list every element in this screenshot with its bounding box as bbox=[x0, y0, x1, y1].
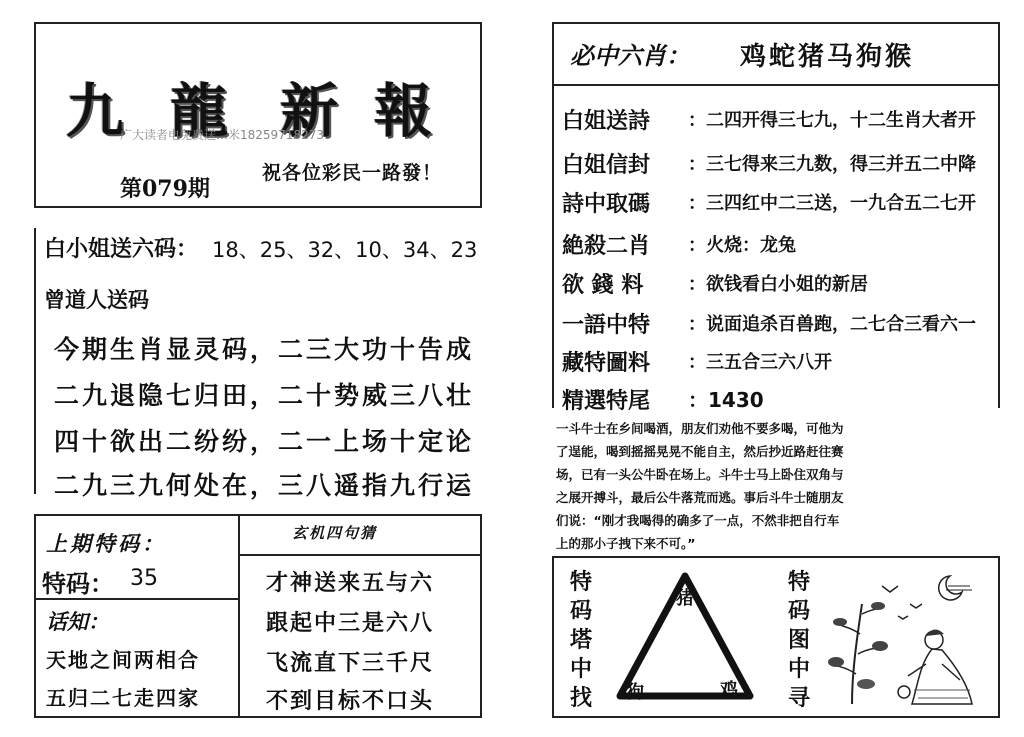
row-value-8: ：1430 bbox=[688, 388, 764, 412]
saying-line-1: 天地之间两相合 bbox=[46, 648, 200, 672]
row-value-4: ：火烧：龙兔 bbox=[688, 235, 796, 256]
row-label-6: 一語中特 bbox=[562, 313, 651, 338]
poem-line-3: 四十欲出二纷纷，二一上场十定论 bbox=[54, 427, 475, 456]
tower-left-2: 码 bbox=[569, 599, 592, 624]
six-zodiac-label: 必中六肖： bbox=[570, 42, 690, 70]
triangle-right: 鸡 bbox=[720, 680, 738, 701]
row-label-1: 白姐送詩 bbox=[562, 109, 651, 134]
saying-line-2: 五归二七走四家 bbox=[46, 686, 200, 710]
row-label-2: 白姐信封 bbox=[562, 153, 651, 178]
story-line-2: 了逞能，喝到摇摇晃晃不能自主，然后抄近路赶往赛 bbox=[556, 444, 844, 459]
story-line-1: 一斗牛士在乡间喝酒，朋友们劝他不要多喝，可他为 bbox=[556, 421, 844, 436]
prev-label: 上期特码： bbox=[46, 532, 166, 556]
title-char-3: 新 bbox=[280, 77, 339, 145]
poem-line-4: 二九三九何处在，三八遥指九行运 bbox=[54, 471, 475, 500]
row-value-7: ：三五合三六八开 bbox=[688, 352, 832, 373]
bottom-divider bbox=[238, 514, 240, 718]
tower-right-1: 特 bbox=[787, 570, 810, 595]
tower-left-3: 塔 bbox=[569, 628, 592, 653]
story-line-4: 之展开搏斗，最后公牛落荒而逃。事后斗牛士随朋友 bbox=[556, 490, 844, 505]
title-char-1: 九 bbox=[66, 77, 125, 145]
row-label-5: 欲 錢 料 bbox=[562, 273, 644, 298]
triangle-top: 猪 bbox=[676, 588, 694, 609]
watermark-text: 广大读者电免费送…米18259718273 bbox=[120, 128, 324, 142]
tower-left-1: 特 bbox=[569, 570, 592, 595]
white-lady-numbers: 18、25、32、10、34、23 bbox=[212, 238, 478, 262]
row-value-2: ：三七得来三九数，得三并五二中降 bbox=[688, 154, 976, 175]
row-value-1: ：二四开得三七九，十二生肖大者开 bbox=[688, 110, 976, 131]
left-frame-side bbox=[34, 228, 36, 494]
riddle-line-3: 飞流直下三千尺 bbox=[266, 651, 435, 676]
row-value-3: ：三四红中二三送，一九合五二七开 bbox=[688, 193, 976, 214]
story-line-3: 场，已有一头公牛卧在场上。斗牛士马上卧住双角与 bbox=[556, 467, 844, 482]
row-label-3: 詩中取碼 bbox=[562, 192, 651, 217]
right-frame-side-r bbox=[998, 86, 1000, 408]
right-frame-side bbox=[552, 86, 554, 408]
row-label-7: 藏特圖料 bbox=[562, 351, 651, 376]
riddle-title-rule bbox=[238, 554, 482, 556]
tower-left-5: 找 bbox=[569, 686, 592, 711]
title-char-2: 龍 bbox=[170, 77, 229, 145]
tower-right-3: 图 bbox=[787, 628, 810, 653]
tower-right-4: 中 bbox=[787, 657, 810, 682]
poem-line-2: 二九退隐七归田，二十势威三八壮 bbox=[54, 381, 475, 410]
story-line-6: 上的那小子拽下来不可。” bbox=[556, 536, 696, 551]
special-value: 35 bbox=[130, 566, 158, 591]
issue-number: 第079期 bbox=[120, 176, 210, 202]
riddle-line-2: 跟起中三是六八 bbox=[266, 611, 435, 636]
row-label-8: 精選特尾 bbox=[562, 389, 651, 414]
greeting: 祝各位彩民一路發！ bbox=[262, 162, 443, 184]
row-label-4: 絶殺二肖 bbox=[562, 234, 651, 259]
row-value-6: ：说面追杀百兽跑，二七合三看六一 bbox=[688, 314, 976, 335]
tower-right-2: 码 bbox=[787, 599, 810, 624]
saying-label: 话知： bbox=[46, 610, 109, 634]
tower-left-4: 中 bbox=[569, 657, 592, 682]
riddle-title: 玄机四句猜 bbox=[292, 524, 378, 542]
tower-right-5: 寻 bbox=[787, 686, 810, 711]
six-zodiac-value: 鸡蛇猪马狗猴 bbox=[740, 42, 915, 72]
row-value-5: ：欲钱看白小姐的新居 bbox=[688, 274, 868, 295]
white-lady-label: 白小姐送六码： bbox=[44, 237, 199, 262]
special-label: 特码： bbox=[42, 570, 114, 598]
story-line-5: 们说：“刚才我喝得的确多了一点，不然非把自行车 bbox=[556, 513, 840, 528]
title-char-4: 報 bbox=[374, 77, 433, 145]
woman-garden-illustration bbox=[822, 564, 992, 714]
triangle-left: 狗 bbox=[626, 682, 644, 703]
riddle-line-4: 不到目标不口头 bbox=[266, 689, 435, 714]
riddle-line-1: 才神送来五与六 bbox=[266, 571, 435, 596]
taoist-label: 曾道人送码 bbox=[44, 288, 149, 312]
poem-line-1: 今期生肖显灵码，二三大功十告成 bbox=[54, 335, 475, 364]
